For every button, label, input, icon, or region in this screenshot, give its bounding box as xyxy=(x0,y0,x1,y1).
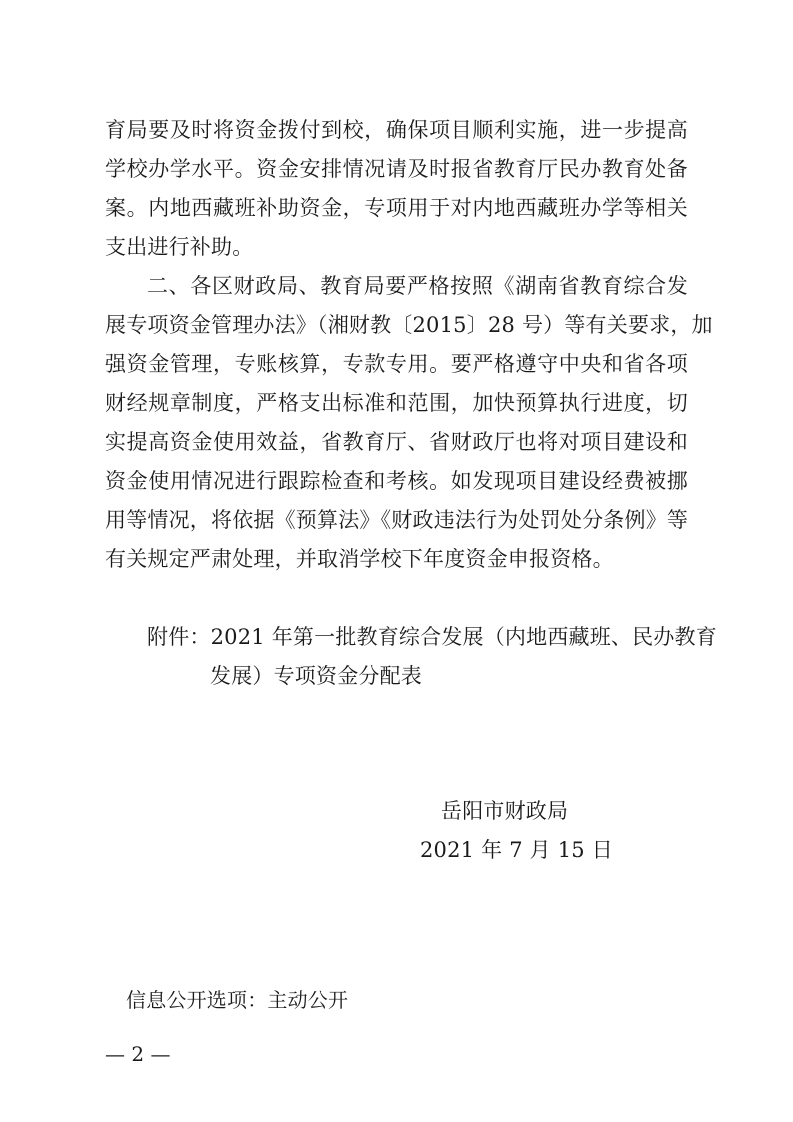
signature-org: 岳阳市财政局 xyxy=(441,799,569,823)
body-line: 强资金管理，专账核算，专款专用。要严格遵守中央和省各项 xyxy=(105,352,688,376)
body-line: 用等情况，将依据《预算法》《财政违法行为处罚处分条例》等 xyxy=(105,508,689,532)
body-line: 实提高资金使用效益，省教育厅、省财政厅也将对项目建设和 xyxy=(105,430,688,454)
page-number: — 2 — xyxy=(105,1042,171,1066)
disclosure-note: 信息公开选项：主动公开 xyxy=(126,988,349,1012)
body-line: 有关规定严肃处理，并取消学校下年度资金申报资格。 xyxy=(105,547,614,571)
body-line: 财经规章制度，严格支出标准和范围，加快预算执行进度，切 xyxy=(105,391,688,415)
body-line: 二、各区财政局、教育局要严格按照《湖南省教育综合发 xyxy=(147,274,688,298)
signature-date: 2021 年 7 月 15 日 xyxy=(420,838,613,862)
body-line: 育局要及时将资金拨付到校，确保项目顺利实施，进一步提高 xyxy=(105,118,688,142)
body-line: 支出进行补助。 xyxy=(105,235,254,259)
attachment-line: 发展）专项资金分配表 xyxy=(210,664,422,688)
body-line: 学校办学水平。资金安排情况请及时报省教育厅民办教育处备 xyxy=(105,157,688,181)
body-line: 案。内地西藏班补助资金，专项用于对内地西藏班办学等相关 xyxy=(105,196,688,220)
body-line: 展专项资金管理办法》（湘财教〔2015〕28 号）等有关要求，加 xyxy=(105,313,713,337)
body-line: 资金使用情况进行跟踪检查和考核。如发现项目建设经费被挪 xyxy=(105,469,688,493)
attachment-line: 附件：2021 年第一批教育综合发展（内地西藏班、民办教育 xyxy=(147,625,717,649)
